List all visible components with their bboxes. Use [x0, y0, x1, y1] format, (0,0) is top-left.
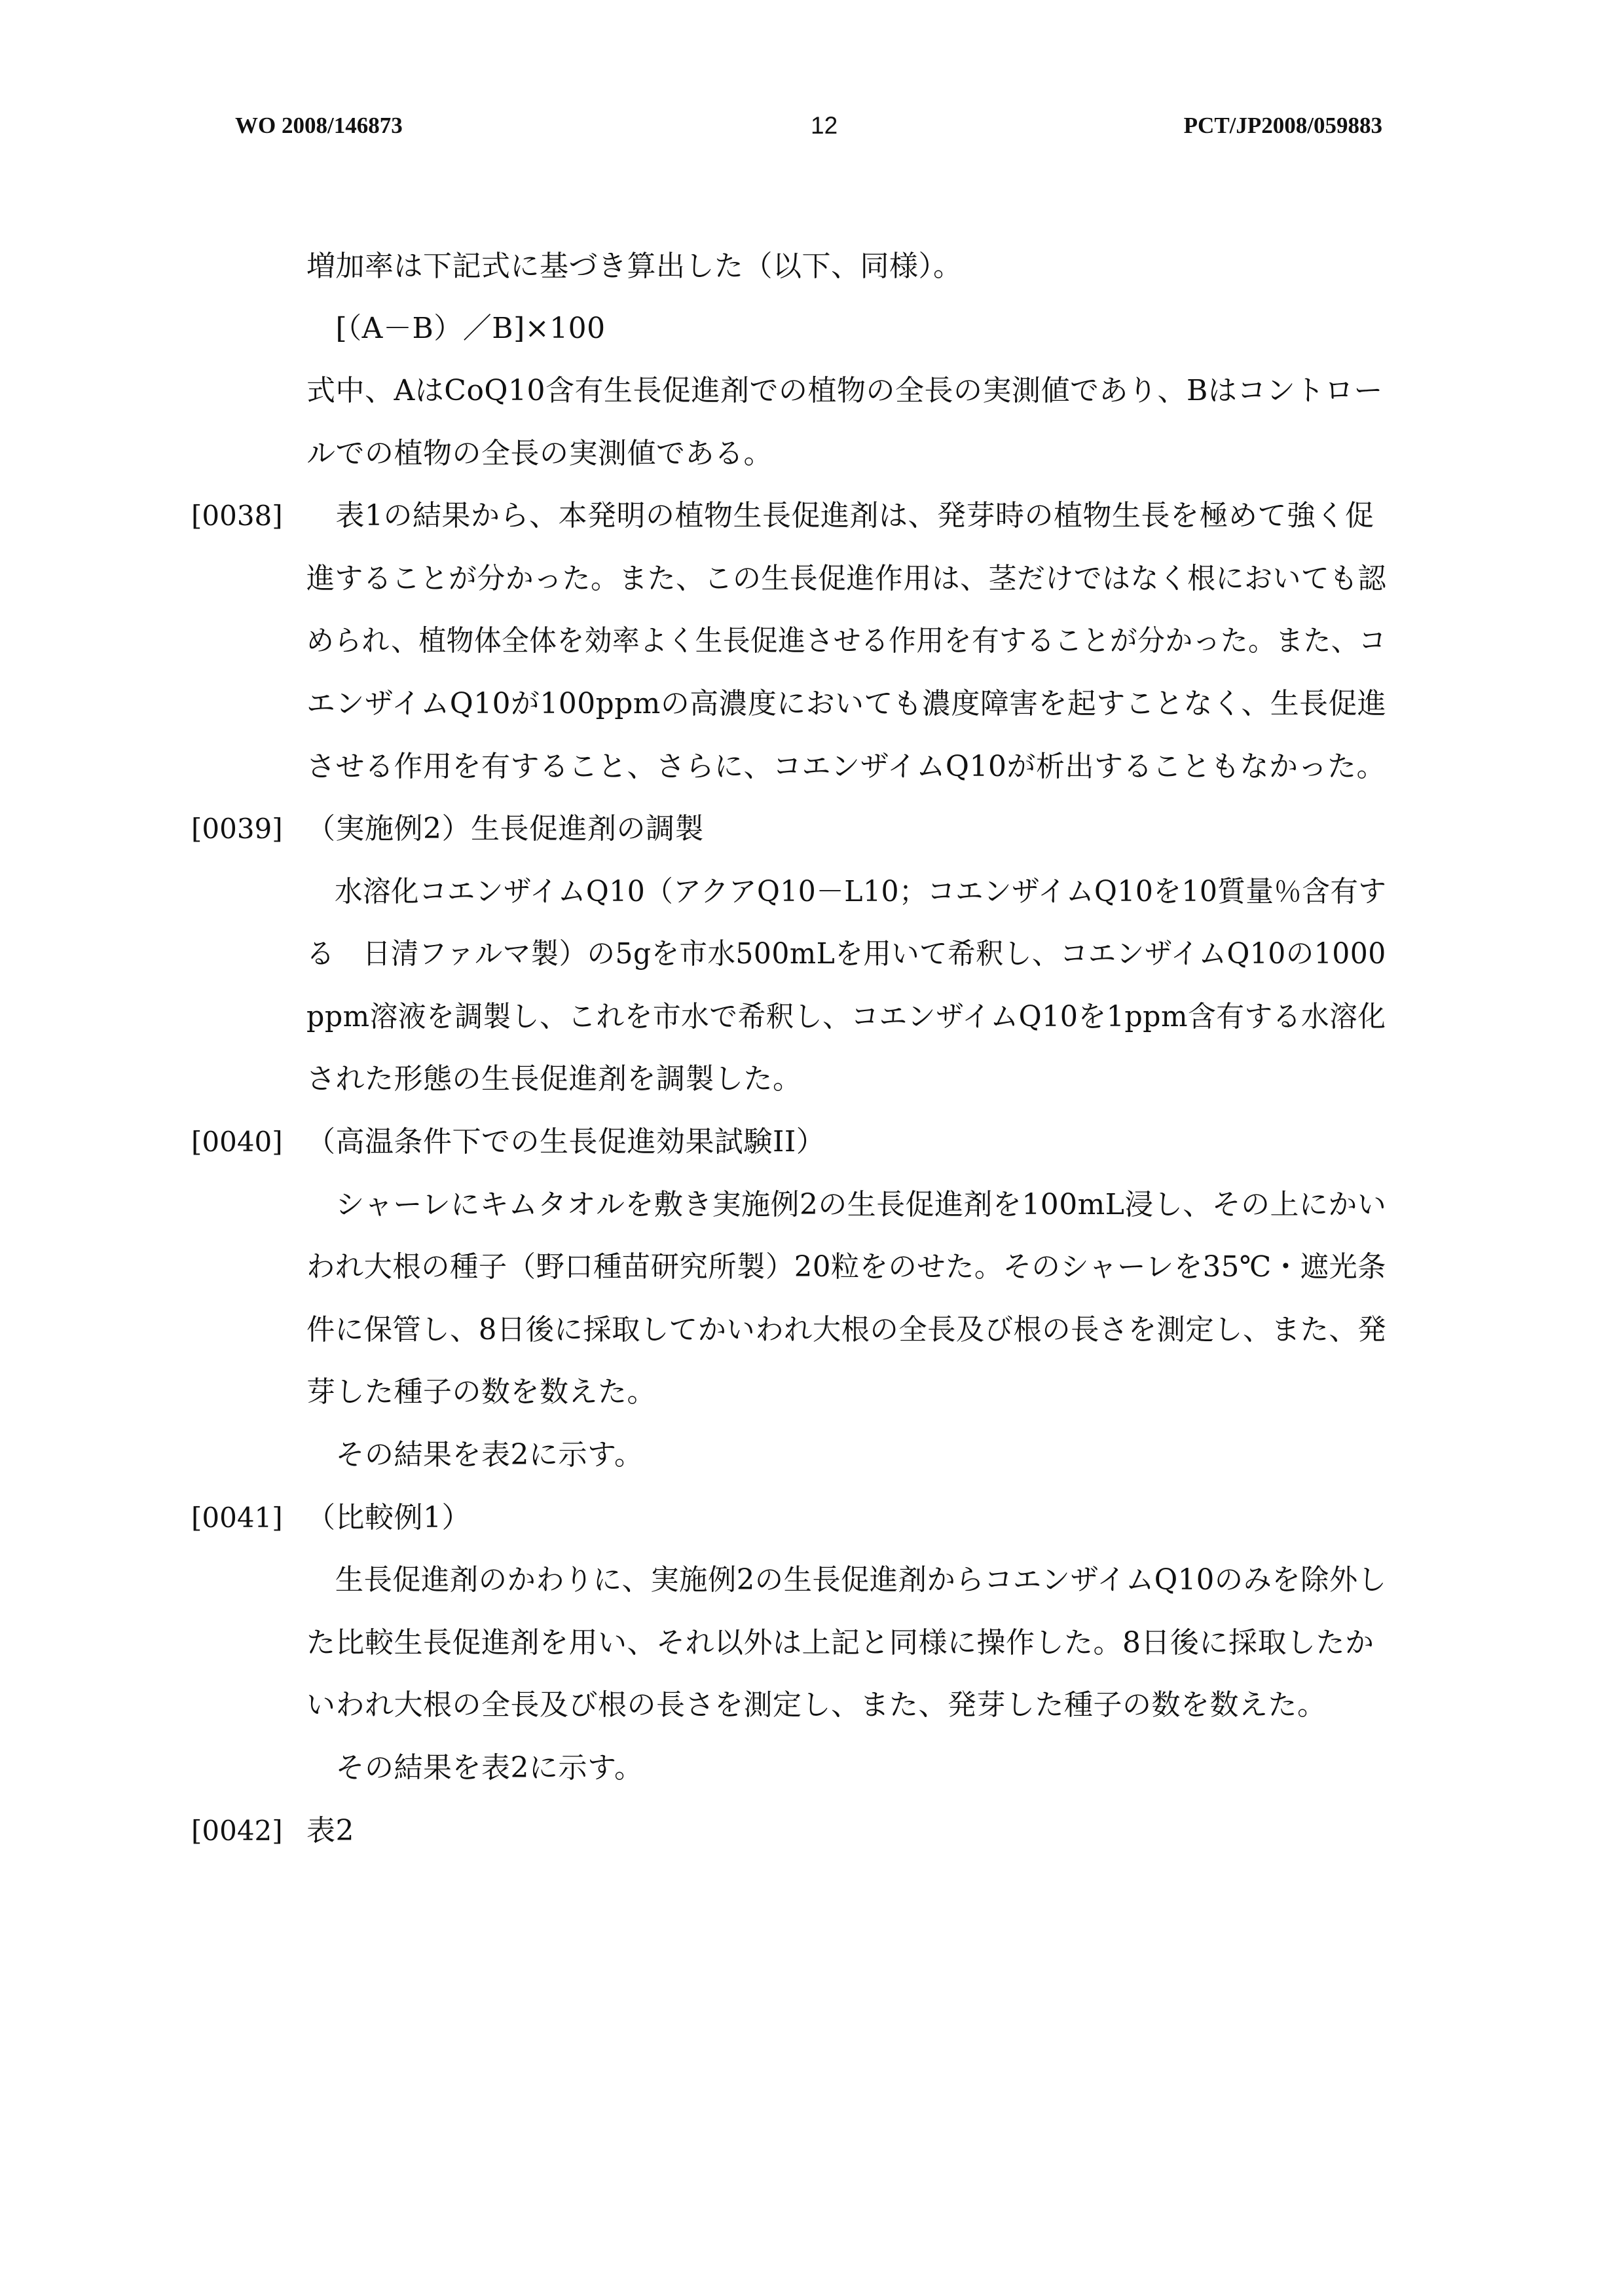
application-number: PCT/JP2008/059883	[1183, 113, 1382, 138]
table-caption: 表2	[306, 1814, 354, 1847]
section-heading: （高温条件下での生長促進効果試験II）	[306, 1125, 826, 1158]
text-line: 生長促進剤のかわりに、実施例2の生長促進剤からコエンザイムQ10のみを除外し	[306, 1563, 1387, 1597]
section-heading: （比較例1）	[306, 1501, 471, 1534]
text-line: 表1の結果から、本発明の植物生長促進剤は、発芽時の植物生長を極めて強く促	[306, 499, 1374, 532]
text-line: された形態の生長促進剤を調製した。	[306, 1062, 802, 1096]
text-line: る 日清ファルマ製）の5gを市水500mLを用いて希釈し、コエンザイムQ10の1000	[306, 937, 1386, 971]
publication-number: WO 2008/146873	[235, 113, 403, 138]
paragraph-number: [0042]	[191, 1815, 283, 1847]
text-line: められ、植物体全体を効率よく生長促進させる作用を有することが分かった。また、コ	[306, 624, 1387, 657]
page-number: 12	[811, 112, 838, 139]
text-line: 式中、AはCoQ10含有生長促進剤での植物の全長の実測値であり、Bはコントロー	[306, 374, 1383, 407]
formula-line: [（A－B）／B]×100	[306, 312, 606, 345]
text-line: エンザイムQ10が100ppmの高濃度においても濃度障害を起すことなく、生長促進	[306, 687, 1387, 720]
text-line: 芽した種子の数を数えた。	[306, 1375, 656, 1409]
text-line: その結果を表2に示す。	[306, 1751, 644, 1785]
text-line: た比較生長促進剤を用い、それ以外は上記と同様に操作した。8日後に採取したか	[306, 1626, 1374, 1659]
paragraph-number: [0039]	[191, 813, 283, 845]
text-line: われ大根の種子（野口種苗研究所製）20粒をのせた。そのシャーレを35℃・遮光条	[306, 1250, 1386, 1284]
text-line: いわれ大根の全長及び根の長さを測定し、また、発芽した種子の数を数えた。	[306, 1688, 1327, 1722]
text-line: ルでの植物の全長の実測値である。	[306, 437, 773, 470]
text-line: シャーレにキムタオルを敷き実施例2の生長促進剤を100mL浸し、その上にかい	[306, 1188, 1387, 1221]
text-line: その結果を表2に示す。	[306, 1438, 644, 1472]
paragraph-number: [0041]	[191, 1502, 283, 1534]
paragraph-number: [0040]	[191, 1126, 283, 1158]
text-line: 増加率は下記式に基づき算出した（以下、同様）。	[306, 250, 963, 283]
text-line: ppm溶液を調製し、これを市水で希釈し、コエンザイムQ10を1ppm含有する水溶化	[306, 1000, 1386, 1033]
text-line: させる作用を有すること、さらに、コエンザイムQ10が析出することもなかった。	[306, 750, 1386, 783]
text-line: 件に保管し、8日後に採取してかいわれ大根の全長及び根の長さを測定し、また、発	[306, 1313, 1387, 1346]
paragraph-number: [0038]	[191, 500, 283, 532]
text-line: 水溶化コエンザイムQ10（アクアQ10－L10；コエンザイムQ10を10質量％含有す	[306, 875, 1387, 908]
text-line: 進することが分かった。また、この生長促進作用は、茎だけではなく根においても認	[306, 562, 1387, 595]
section-heading: （実施例2）生長促進剤の調製	[306, 812, 704, 845]
